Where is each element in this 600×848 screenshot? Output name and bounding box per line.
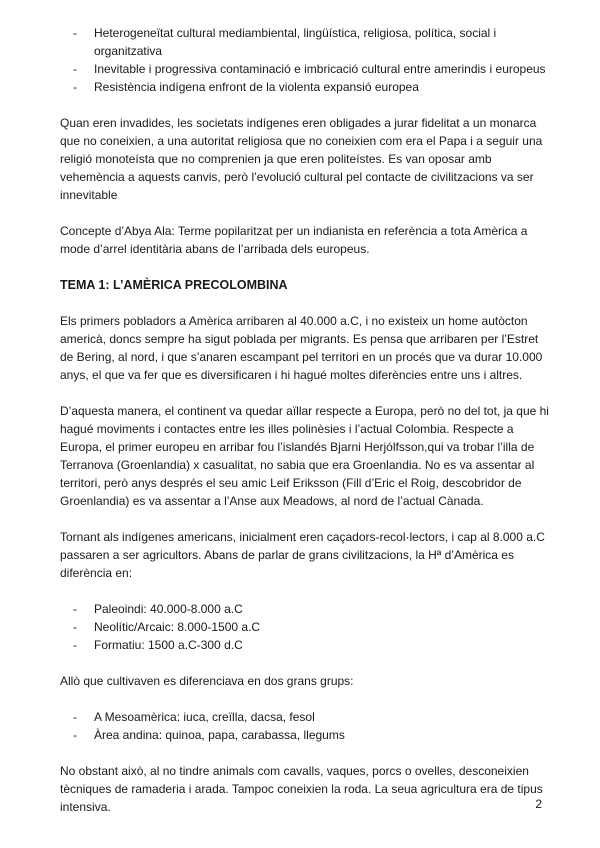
list-item-text: Àrea andina: quinoa, papa, carabassa, llegums (94, 728, 345, 742)
paragraph-cultivaven: Allò que cultivaven es diferenciava en dos grans grups: (60, 674, 354, 688)
dash-bullet: - (73, 728, 77, 742)
list-item (60, 24, 550, 60)
section-heading: TEMA 1: L’AMÈRICA PRECOLOMBINA (60, 278, 288, 292)
dash-bullet: - (73, 26, 77, 40)
list-item (60, 600, 550, 618)
list-item-text: Paleoindi: 40.000-8.000 a.C (94, 602, 243, 616)
list-item (60, 78, 550, 96)
dash-bullet: - (73, 638, 77, 652)
document-body (60, 24, 550, 816)
periods-bullet-list (60, 600, 550, 654)
dash-bullet: - (73, 80, 77, 94)
list-item-text: Neolític/Arcaic: 8.000-1500 a.C (94, 620, 261, 634)
dash-bullet: - (73, 620, 77, 634)
list-item (60, 726, 550, 744)
list-item (60, 60, 550, 78)
list-item (60, 618, 550, 636)
paragraph-animals: No obstant això, al no tindre animals com cavalls, vaques, porcs o ovelles, desconeixien tècniques de ramaderia i arada. Tampoc coneixien la roda. La seua agricultura era de tipus intensiva. (60, 764, 543, 814)
paragraph-cacadors: Tornant als indígenes americans, inicialment eren caçadors-recol·lectors, i cap al 8.000 a.C passaren a ser agricultors. Abans de parlar de grans civilitzacions, la Hª d’Amèrica es diferència en: (60, 530, 545, 580)
list-item (60, 636, 550, 654)
dash-bullet: - (73, 710, 77, 724)
paragraph-pobladors: Els primers pobladors a Amèrica arribaren al 40.000 a.C, i no existeix un home autòcton americà, doncs sempre ha sigut poblada per migrants. Es pensa que arribaren per l’Estret de Bering, al nord, i que s’anaren escampant pel territori en un procés que va durar 10.000 anys, el que va fer que es diversificaren i hi hagué moltes diferències entre uns i altres. (60, 314, 543, 382)
list-item (60, 708, 550, 726)
paragraph-aillament: D’aquesta manera, el continent va quedar aïllar respecte a Europa, però no del tot, ja que hi hagué moviments i contactes entre les illes polinèsies i l’actual Colombia. Respecte a Europa, el primer europeu en arribar fou l’islandés Bjarni Herjólfsson,qui va trobar l’illa de Terranova (Groenlandia) x casualitat, no sabia que era Groenlandia. No es va assentar al territori, però anys després el seu amic Leif Eriksson (Fill d’Eric el Roig, descobridor de Groenlandia) es va assentar a l’Anse aux Meadows, al nord de l’actual Cànada. (60, 404, 549, 508)
page-number: 2 (535, 797, 542, 811)
dash-bullet: - (73, 62, 77, 76)
crops-bullet-list (60, 708, 550, 744)
list-item-text: Resistència indígena enfront de la violenta expansió europea (94, 80, 419, 94)
list-item-text: Heterogeneïtat cultural mediambiental, lingüística, religiosa, política, social i organitzativa (94, 26, 497, 58)
paragraph-abya-ala: Concepte d’Abya Ala: Terme popilaritzat per un indianista en referència a tota Amèrica a mode d’arrel identitària abans de l’arribada dels europeus. (60, 224, 528, 256)
list-item-text: A Mesoamèrica: iuca, creïlla, dacsa, fesol (94, 710, 315, 724)
list-item-text: Inevitable i progressiva contaminació e imbricació cultural entre amerindis i europeus (94, 62, 546, 76)
list-item-text: Formatiu: 1500 a.C-300 d.C (94, 638, 243, 652)
dash-bullet: - (73, 602, 77, 616)
intro-bullet-list (60, 24, 550, 96)
paragraph-invasion: Quan eren invadides, les societats indígenes eren obligades a jurar fidelitat a un monarca que no coneixien, a una autoritat religiosa que no coneixien com era el Papa i a seguir una religió monoteísta que no comprenien ja que eren politeístes. Es van oposar amb vehemència a aquests canvis, però l’evolució cultural pel contacte de civilitzacions va ser innevitable (60, 116, 543, 202)
